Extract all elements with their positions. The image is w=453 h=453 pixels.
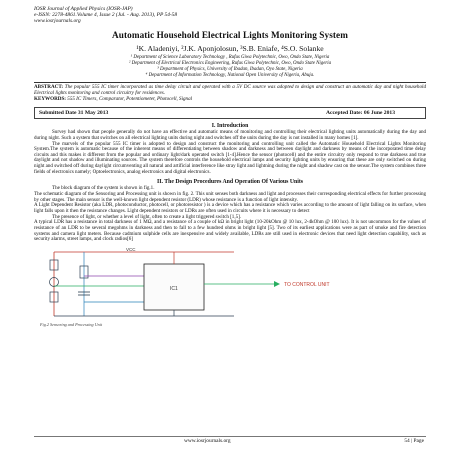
paper-page — [34, 6, 426, 329]
circuit-schematic — [34, 246, 426, 326]
paper-authors: ¹K. Aladeniyi, ²J.K. Aponjolosun, ³S.B. Eniafe, ⁴S.O. Solanke — [136, 44, 324, 54]
page-number: 54 | Page — [404, 438, 424, 444]
abstract-label: ABSTRACT: — [34, 84, 64, 91]
affiliations — [34, 55, 426, 78]
affiliation-3: ³ Department of Physics, University of Ibadan, Ibadan, Oyo State, Nigeria — [157, 66, 303, 72]
output-label: TO CONTROL UNIT — [284, 282, 330, 288]
intro-paragraph-2: The marvels of the popular 555 IC timer is adopted to design and construct the monitoring and controlling unit called the Automatic Household Electrical Lights Monitoring System.The system is automatic because of the inherent means of differentiating between shadow and darkness and between daylight and darkness by means of the incorporated time delay circuits and this makes it different from the popular and ordinary light/dark operated switch [1-4].Hence the sensor (photocell) and the entire circuitry only respond to true darkness and true daylight and not shadow and illuminating sources. The system therefore controls the household electrical lamps and security lighting units by ensuring that these are only switched on during night and switched off during daylight circumventing all natural and artificial interference like stray light and lightning during the night and shadow cast on the sensor.The system combines three fields of electronics namely; Optoelectronics, analog electronics and digital electronics. — [34, 140, 426, 175]
journal-header — [34, 6, 426, 24]
keywords-label: KEYWORDS: — [34, 96, 66, 103]
journal-name: IOSR Journal of Applied Physics (IOSR-JAP) — [34, 6, 133, 12]
ic-label: IC1 — [170, 286, 178, 292]
divider — [34, 82, 426, 83]
accepted-date: Accepted Date: 06 June 2013 — [326, 110, 395, 117]
design-paragraph-5: A typical LDR has a resistance in total darkness of 1 MΩ, and a resistance of a couple of kΩ in bright light (10-20kOhm @ 10 lux, 2-4kOhm @ 100 lux). It is not uncommon for the values of resistance of an LDR to be several megohms in darkness and then to fall to a few hundred ohms in bright light [5]. Two of its earliest applications were as part of smoke and fire detection systems and camera light meters. Because cadmium sulphide cells are inexpensive and widely available, LDRs are still used in electronic devices that need light detection capability, such as security alarms, street lamps, and clock radios[6] — [34, 219, 426, 243]
figure-caption: Fig.2 Sensoring and Processing Unit — [40, 322, 103, 327]
affiliation-4: ⁴ Department of Information Technology, National Open University of Nigeria, Abuja. — [145, 72, 315, 78]
affiliation-1: ¹ Department of Science Laboratory Technology , Rufus Giwa Polytechnic, Owo, Ondo State, Nigeria — [130, 55, 330, 61]
figure-circuit — [34, 246, 426, 329]
abstract-text: The popular 555 IC timer incorporated as time delay circuit and operated with a 5V DC source was adopted to design and construct an automatic day and night household Electrical lights monitoring and control circuitry for residences. — [34, 84, 426, 97]
journal-site[interactable]: www.iosrjournals.org — [34, 18, 81, 25]
design-paragraph-2: The schematic diagram of the Sensoring and Processing unit is shown in fig. 2. This unit senses both darkness and light and processes their corresponding electrical effects for further processing by other stages. The main sensor is the well-known light dependent resistor (LDR) whose resistance is a function of light intensity. — [34, 191, 426, 203]
submitted-date: Submitted Date 31 May 2013 — [39, 110, 109, 117]
keywords-text: 555 IC Timers, Comparator, Potentiometer, Photocell, Signal — [67, 96, 193, 103]
section-heading-design: II. The Design Procedures And Operation Of Various Units — [156, 179, 304, 186]
design-paragraph-1: The block diagram of the system is shown in fig.1. — [52, 185, 155, 192]
vcc-label: VCC — [126, 247, 136, 252]
design-paragraph-4: The presence of light, or whether a level of light, often to create a light triggered switch [1,5]. — [52, 213, 242, 220]
design-paragraph-3: A Light Dependent Resistor (aka LDR, photoconductor, photocell, or photoresistor ) is a device which has a resistance which varies according to the amount of light falling on its surface, when light falls upon it then the resistance changes. Light dependent resistors or LDRs are often used in circuits where it is necessary to detect — [34, 202, 426, 215]
section-heading-introduction: I. Introduction — [211, 123, 249, 130]
footer-url[interactable]: www.iosrjournals.org — [184, 438, 231, 444]
paper-title: Automatic Household Electrical Lights Monitoring System — [112, 30, 348, 41]
abstract — [34, 85, 426, 103]
intro-paragraph-1: Survey had shown that people generally do not have an effective and automatic means of monitoring and controlling their electrical lighting units automatically during the day and during night. Such a system that switches on all electrical lighting units during night and switches off the units during the day is not installed in many homes [1]. — [34, 129, 426, 141]
journal-issn: e-ISSN: 2278-4861.Volume 4, Issue 2 (Jul. - Aug. 2013), PP 54-58 — [34, 12, 178, 19]
dates-box — [34, 107, 426, 119]
footer-divider — [34, 436, 426, 437]
affiliation-2: ² Department of Electrical Electronics Engineering, Rufus Giwa Polytechnic, Owo, Ondo State Nigeria — [128, 61, 332, 67]
